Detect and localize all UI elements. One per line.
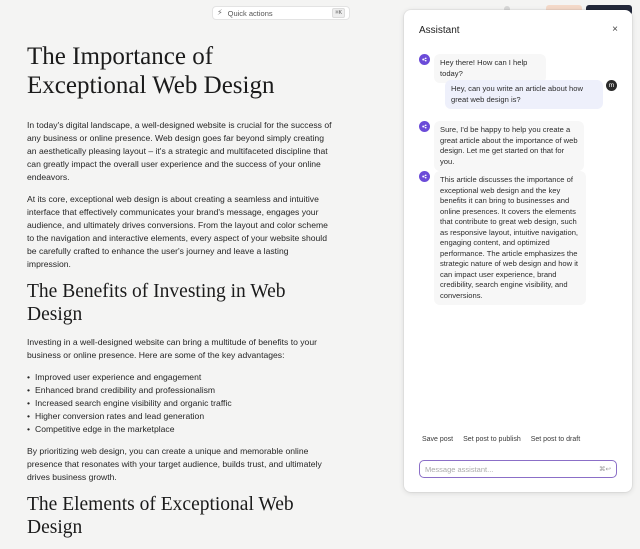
article-title: The Importance of Exceptional Web Design — [27, 43, 275, 99]
list-item: • Improved user experience and engagement — [27, 371, 337, 384]
message-text: This article discusses the importance of exceptional web design and the key benefits it can bring to businesses and online presences. It covers the elements that contribute to great web design, such as responsive layout, intuitive navigation, engaging content, and optimized performance. The article emphasizes the strategic nature of web design and how it can impact user experience, brand credibility, search engine visibility, and conversions. — [434, 171, 586, 305]
message-input[interactable] — [425, 465, 599, 474]
assistant-avatar-icon — [419, 171, 430, 182]
article-paragraph: At its core, exceptional web design is about creating a seamless and intuitive interface that effectively communicates your brand's message, engages your audience, and ultimately drives conversions. From the layout and color scheme to the navigation and interactive elements, every aspect of your website should be carefully crafted to enhance the user's journey and leave a lasting impression. — [27, 194, 328, 269]
section-heading-elements: The Elements of Exceptional Web Design — [27, 494, 294, 538]
list-item: • Increased search engine visibility and organic traffic — [27, 397, 337, 410]
benefits-list — [27, 371, 337, 436]
send-shortcut-icon[interactable]: ⌘↩ — [599, 466, 611, 473]
quick-actions-label: Quick actions — [227, 8, 273, 18]
assistant-message — [419, 171, 586, 305]
set-draft-button[interactable]: Set post to draft — [530, 436, 581, 443]
quick-actions-button[interactable] — [212, 6, 350, 20]
set-publish-button[interactable]: Set post to publish — [463, 436, 521, 443]
article-paragraph: Investing in a well-designed website can bring a multitude of benefits to your business or online presence. Here are some of the key advantages: — [27, 337, 317, 360]
assistant-avatar-icon — [419, 54, 430, 65]
article — [27, 42, 337, 549]
bolt-icon: ⚡︎ — [217, 8, 223, 17]
save-post-button[interactable]: Save post — [422, 436, 454, 443]
message-text: Sure, I'd be happy to help you create a great article about the importance of web design. Let me get started on that for you. — [434, 121, 584, 171]
post-actions — [422, 436, 580, 443]
list-item: • Competitive edge in the marketplace — [27, 423, 337, 436]
article-paragraph: In today's digital landscape, a well-designed website is crucial for the success of any business or online presence. Web design goes far beyond simply creating an aesthetically pleasing layout – it's a strategic and multifaceted discipline that can greatly impact the overall user experience and the success of your online endeavors. — [27, 120, 332, 182]
quick-actions-shortcut: ⌘K — [332, 8, 345, 18]
message-input-container — [419, 460, 617, 478]
close-icon[interactable]: × — [612, 24, 618, 35]
user-message — [445, 80, 617, 109]
assistant-message — [419, 121, 584, 171]
article-paragraph: By prioritizing web design, you can create a unique and memorable online presence that resonates with your target audience, builds trust, and ultimately drives business growth. — [27, 446, 322, 482]
assistant-title: Assistant — [419, 25, 460, 36]
list-item: • Enhanced brand credibility and professionalism — [27, 384, 337, 397]
list-item: • Higher conversion rates and lead generation — [27, 410, 337, 423]
message-text: Hey, can you write an article about how great web design is? — [445, 80, 603, 109]
assistant-avatar-icon — [419, 121, 430, 132]
user-avatar: m — [606, 80, 617, 91]
assistant-panel — [404, 10, 632, 492]
assistant-message — [419, 54, 546, 83]
section-heading-benefits: The Benefits of Investing in Web Design — [27, 281, 286, 325]
message-text: Hey there! How can I help today? — [434, 54, 546, 83]
